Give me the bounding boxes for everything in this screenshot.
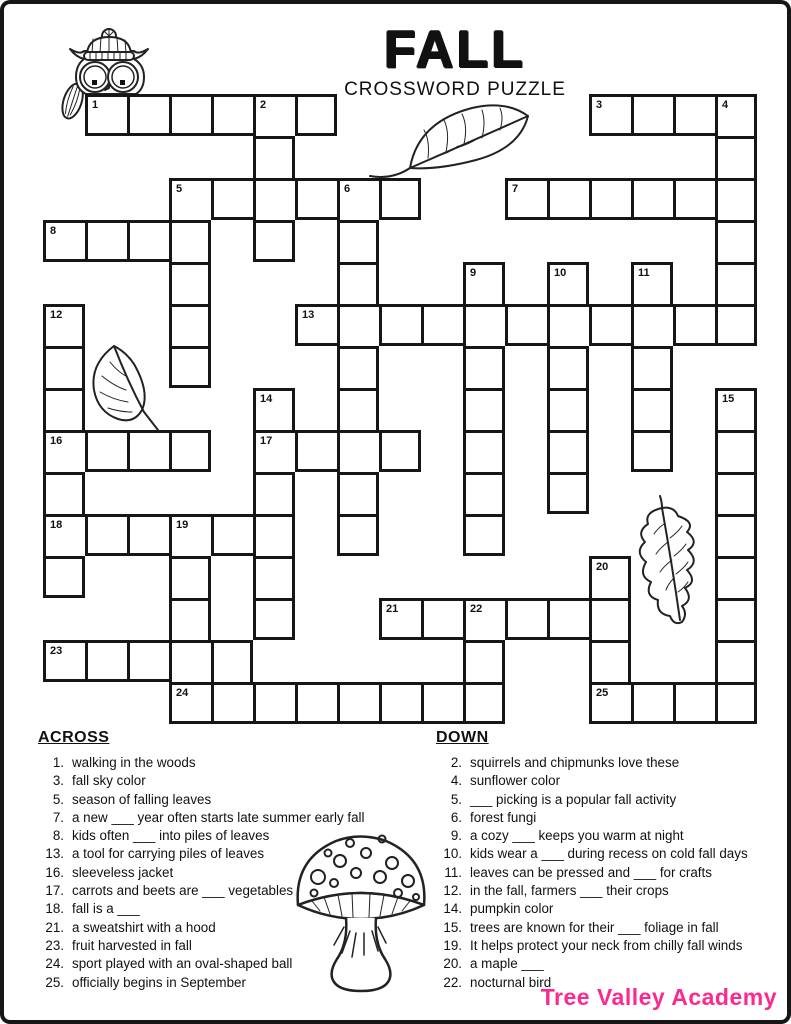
clue-number: 8. [52,828,64,844]
clue-number: 20. [443,956,462,972]
grid-cell[interactable] [379,178,421,220]
cell-number: 14 [260,393,273,405]
grid-cell[interactable] [253,430,295,472]
grid-cell[interactable] [253,388,295,430]
cell-number: 9 [470,267,477,279]
cell-number: 23 [50,645,63,657]
grid-cell[interactable] [127,430,169,472]
cell-number: 21 [386,603,399,615]
down-clue-row [436,827,786,845]
grid-cell[interactable] [253,136,295,178]
across-header: ACROSS [38,729,110,746]
down-clue-row [436,882,786,900]
across-clue-row [38,919,388,937]
grid-cell[interactable] [169,94,211,136]
grid-cell[interactable] [547,472,589,514]
grid-cell[interactable] [43,472,85,514]
grid-cell[interactable] [589,682,631,724]
grid-cell[interactable] [253,94,295,136]
cell-number: 2 [260,99,267,111]
grid-cell[interactable] [547,598,589,640]
brand-text: Tree Valley Academy [540,984,777,1010]
clue-number: 22. [443,974,462,990]
clue-text: a tool for carrying piles of leaves [72,846,265,862]
grid-cell[interactable] [463,430,505,472]
grid-cell[interactable] [85,94,127,136]
cell-number: 18 [50,519,63,531]
across-clue-row [38,809,388,827]
grid-cell[interactable] [169,220,211,262]
grid-cell[interactable] [673,94,715,136]
grid-cell[interactable] [337,262,379,304]
grid-cell[interactable] [715,178,757,220]
grid-cell[interactable] [715,514,757,556]
grid-cell[interactable] [715,94,757,136]
clue-number: 1. [52,755,64,770]
cell-number: 15 [722,393,735,405]
across-clue-row [38,772,388,790]
clue-number: 16. [45,864,64,880]
cell-number: 3 [596,99,603,111]
clue-number: 13. [45,846,64,862]
grid-cell[interactable] [589,94,631,136]
grid-cell[interactable] [421,682,463,724]
grid-cell[interactable] [463,640,505,682]
clue-text: sport played with an oval-shaped ball [72,956,293,972]
grid-cell[interactable] [715,598,757,640]
down-clue-row [436,864,786,882]
clue-text: pumpkin color [470,901,554,917]
clue-number: 24. [45,956,64,972]
grid-cell[interactable] [379,598,421,640]
across-clues [38,729,388,992]
cell-number: 12 [50,309,63,321]
cell-number: 10 [554,267,567,279]
grid-cell[interactable] [211,94,253,136]
clue-number: 10. [443,846,462,862]
cell-number: 8 [50,225,57,237]
grid-cell[interactable] [463,472,505,514]
cell-number: 20 [596,561,609,573]
grid-cell[interactable] [43,220,85,262]
grid-cell[interactable] [547,304,589,346]
clue-number: 21. [45,919,64,935]
clue-number: 15. [443,919,462,935]
grid-cell[interactable] [715,388,757,430]
grid-cell[interactable] [85,640,127,682]
grid-cell[interactable] [43,640,85,682]
clue-number: 14. [443,901,462,917]
grid-cell[interactable] [715,472,757,514]
grid-cell[interactable] [211,640,253,682]
grid-cell[interactable] [631,388,673,430]
grid-cell[interactable] [295,94,337,136]
grid-cell[interactable] [253,514,295,556]
grid-cell[interactable] [673,682,715,724]
clue-number: 5. [450,791,462,807]
clue-number: 25. [45,974,64,990]
grid-cell[interactable] [337,388,379,430]
down-header: DOWN [436,729,489,746]
grid-cell[interactable] [169,262,211,304]
grid-cell[interactable] [337,472,379,514]
grid-cell[interactable] [463,514,505,556]
grid-cell[interactable] [337,682,379,724]
grid-cell[interactable] [379,304,421,346]
grid-cell[interactable] [463,262,505,304]
clue-number: 7. [52,809,64,825]
grid-cell[interactable] [169,598,211,640]
grid-cell[interactable] [673,304,715,346]
grid-cell[interactable] [547,178,589,220]
clue-text: a maple ___ [470,956,544,972]
grid-cell[interactable] [421,304,463,346]
grid-cell[interactable] [337,430,379,472]
clue-number: 17. [45,883,64,899]
grid-cell[interactable] [631,178,673,220]
grid-cell[interactable] [295,304,337,346]
grid-cell[interactable] [463,304,505,346]
clue-text: season of falling leaves [72,791,212,807]
grid-cell[interactable] [337,220,379,262]
clue-text: fall is a ___ [72,901,140,917]
clue-number: 3. [52,773,64,789]
down-clue-row [436,937,786,955]
page-subtitle: CROSSWORD PUZZLE [344,79,566,100]
grid-cell[interactable] [421,598,463,640]
clue-text: It helps protect your neck from chilly fall winds [470,937,743,953]
down-clue-row [436,791,786,809]
across-clue-row [38,864,388,882]
cell-number: 22 [470,603,483,615]
clue-text: squirrels and chipmunks love these [470,755,680,770]
grid-cell[interactable] [169,346,211,388]
page-title: FALL [384,21,526,79]
grid-cell[interactable] [253,472,295,514]
cell-number: 5 [176,183,183,195]
cell-number: 11 [638,267,650,279]
clue-number: 6. [450,809,462,825]
grid-cell[interactable] [631,304,673,346]
down-clue-row [436,955,786,973]
grid-cell[interactable] [337,304,379,346]
grid-cell[interactable] [463,346,505,388]
clue-text: sleeveless jacket [72,864,174,880]
grid-cell[interactable] [547,388,589,430]
grid-cell[interactable] [589,598,631,640]
across-clue-row [38,974,388,992]
cell-number: 25 [596,687,609,699]
grid-cell[interactable] [715,136,757,178]
cell-number: 13 [302,309,315,321]
clue-text: walking in the woods [72,755,196,770]
clue-text: a sweatshirt with a hood [72,919,216,935]
clue-text: fall sky color [72,773,146,789]
down-clue-row [436,772,786,790]
grid-cell[interactable] [505,178,547,220]
clue-number: 23. [45,937,64,953]
across-clue-row [38,754,388,772]
clue-text: sunflower color [470,773,561,789]
grid-cell[interactable] [715,220,757,262]
clue-text: carrots and beets are ___ vegetables [72,883,294,899]
clue-text: ___ picking is a popular fall activity [470,791,677,807]
down-clue-row [436,919,786,937]
grid-cell[interactable] [85,430,127,472]
across-clue-row [38,937,388,955]
cell-number: 1 [92,99,99,111]
cell-number: 7 [512,183,519,195]
down-clue-row [436,809,786,827]
clue-number: 12. [443,883,462,899]
grid-cell[interactable] [169,640,211,682]
across-clue-row [38,827,388,845]
grid-cell[interactable] [337,346,379,388]
clue-number: 5. [52,791,64,807]
grid-cell[interactable] [463,682,505,724]
down-clue-row [436,845,786,863]
crossword-grid [43,94,757,724]
clue-text: nocturnal bird [470,974,552,990]
grid-cell[interactable] [211,514,253,556]
grid-cell[interactable] [169,430,211,472]
grid-cell[interactable] [547,346,589,388]
clue-text: trees are known for their ___ foliage in fall [470,919,719,935]
grid-cell[interactable] [85,514,127,556]
cell-number: 6 [344,183,351,195]
grid-cell[interactable] [43,388,85,430]
clue-number: 4. [450,773,462,789]
clue-number: 19. [443,937,462,953]
clue-number: 11. [444,864,462,880]
clue-text: forest fungi [470,809,537,825]
grid-cell[interactable] [337,514,379,556]
across-clue-row [38,845,388,863]
cell-number: 19 [176,519,189,531]
grid-cell[interactable] [337,178,379,220]
clue-text: a cozy ___ keeps you warm at night [470,828,684,844]
grid-cell[interactable] [463,598,505,640]
title-block [330,21,580,101]
grid-cell[interactable] [505,598,547,640]
clue-text: kids wear a ___ during recess on cold fall days [470,846,748,862]
down-clue-row [436,754,786,772]
grid-cell[interactable] [631,346,673,388]
cell-number: 16 [50,435,63,447]
grid-cell[interactable] [715,304,757,346]
grid-cell[interactable] [253,178,295,220]
down-clue-row [436,900,786,918]
clue-text: a new ___ year often starts late summer early fall [72,809,365,825]
grid-cell[interactable] [43,346,85,388]
grid-cell[interactable] [295,430,337,472]
grid-cell[interactable] [379,682,421,724]
grid-cell[interactable] [169,682,211,724]
clue-text: officially begins in September [72,974,246,990]
grid-cell[interactable] [463,388,505,430]
grid-cell[interactable] [127,640,169,682]
grid-cell[interactable] [631,430,673,472]
grid-cell[interactable] [631,94,673,136]
clue-text: fruit harvested in fall [72,937,192,953]
clue-text: leaves can be pressed and ___ for crafts [470,864,712,880]
grid-cell[interactable] [715,430,757,472]
grid-cell[interactable] [43,430,85,472]
grid-cell[interactable] [715,682,757,724]
down-clues [436,729,786,992]
across-clue-row [38,955,388,973]
grid-cell[interactable] [631,262,673,304]
grid-cell[interactable] [253,556,295,598]
grid-cell[interactable] [505,304,547,346]
grid-cell[interactable] [43,556,85,598]
grid-cell[interactable] [169,304,211,346]
grid-cell[interactable] [127,514,169,556]
grid-cell[interactable] [253,220,295,262]
grid-cell[interactable] [169,556,211,598]
grid-cell[interactable] [379,430,421,472]
clue-number: 2. [450,755,462,770]
grid-cell[interactable] [547,262,589,304]
grid-cell[interactable] [127,220,169,262]
grid-cell[interactable] [715,556,757,598]
grid-cell[interactable] [295,178,337,220]
across-clue-row [38,791,388,809]
grid-cell[interactable] [547,430,589,472]
grid-cell[interactable] [169,178,211,220]
clue-number: 18. [45,901,64,917]
grid-cell[interactable] [589,640,631,682]
across-clue-row [38,900,388,918]
clue-number: 9. [450,828,462,844]
grid-cell[interactable] [169,514,211,556]
grid-cell[interactable] [295,682,337,724]
grid-cell[interactable] [631,682,673,724]
grid-cell[interactable] [253,598,295,640]
grid-cell[interactable] [211,178,253,220]
grid-cell[interactable] [43,514,85,556]
grid-cell[interactable] [673,178,715,220]
cell-number: 4 [722,99,729,111]
cell-number: 17 [260,435,273,447]
grid-cell[interactable] [589,304,631,346]
cell-number: 24 [176,687,189,699]
across-clue-row [38,882,388,900]
grid-cell[interactable] [715,262,757,304]
grid-cell[interactable] [43,304,85,346]
clue-text: kids often ___ into piles of leaves [72,828,270,844]
grid-cell[interactable] [85,220,127,262]
grid-cell[interactable] [715,640,757,682]
grid-cell[interactable] [211,682,253,724]
clue-text: in the fall, farmers ___ their crops [470,883,669,899]
grid-cell[interactable] [589,556,631,598]
grid-cell[interactable] [253,682,295,724]
grid-cell[interactable] [589,178,631,220]
grid-cell[interactable] [127,94,169,136]
